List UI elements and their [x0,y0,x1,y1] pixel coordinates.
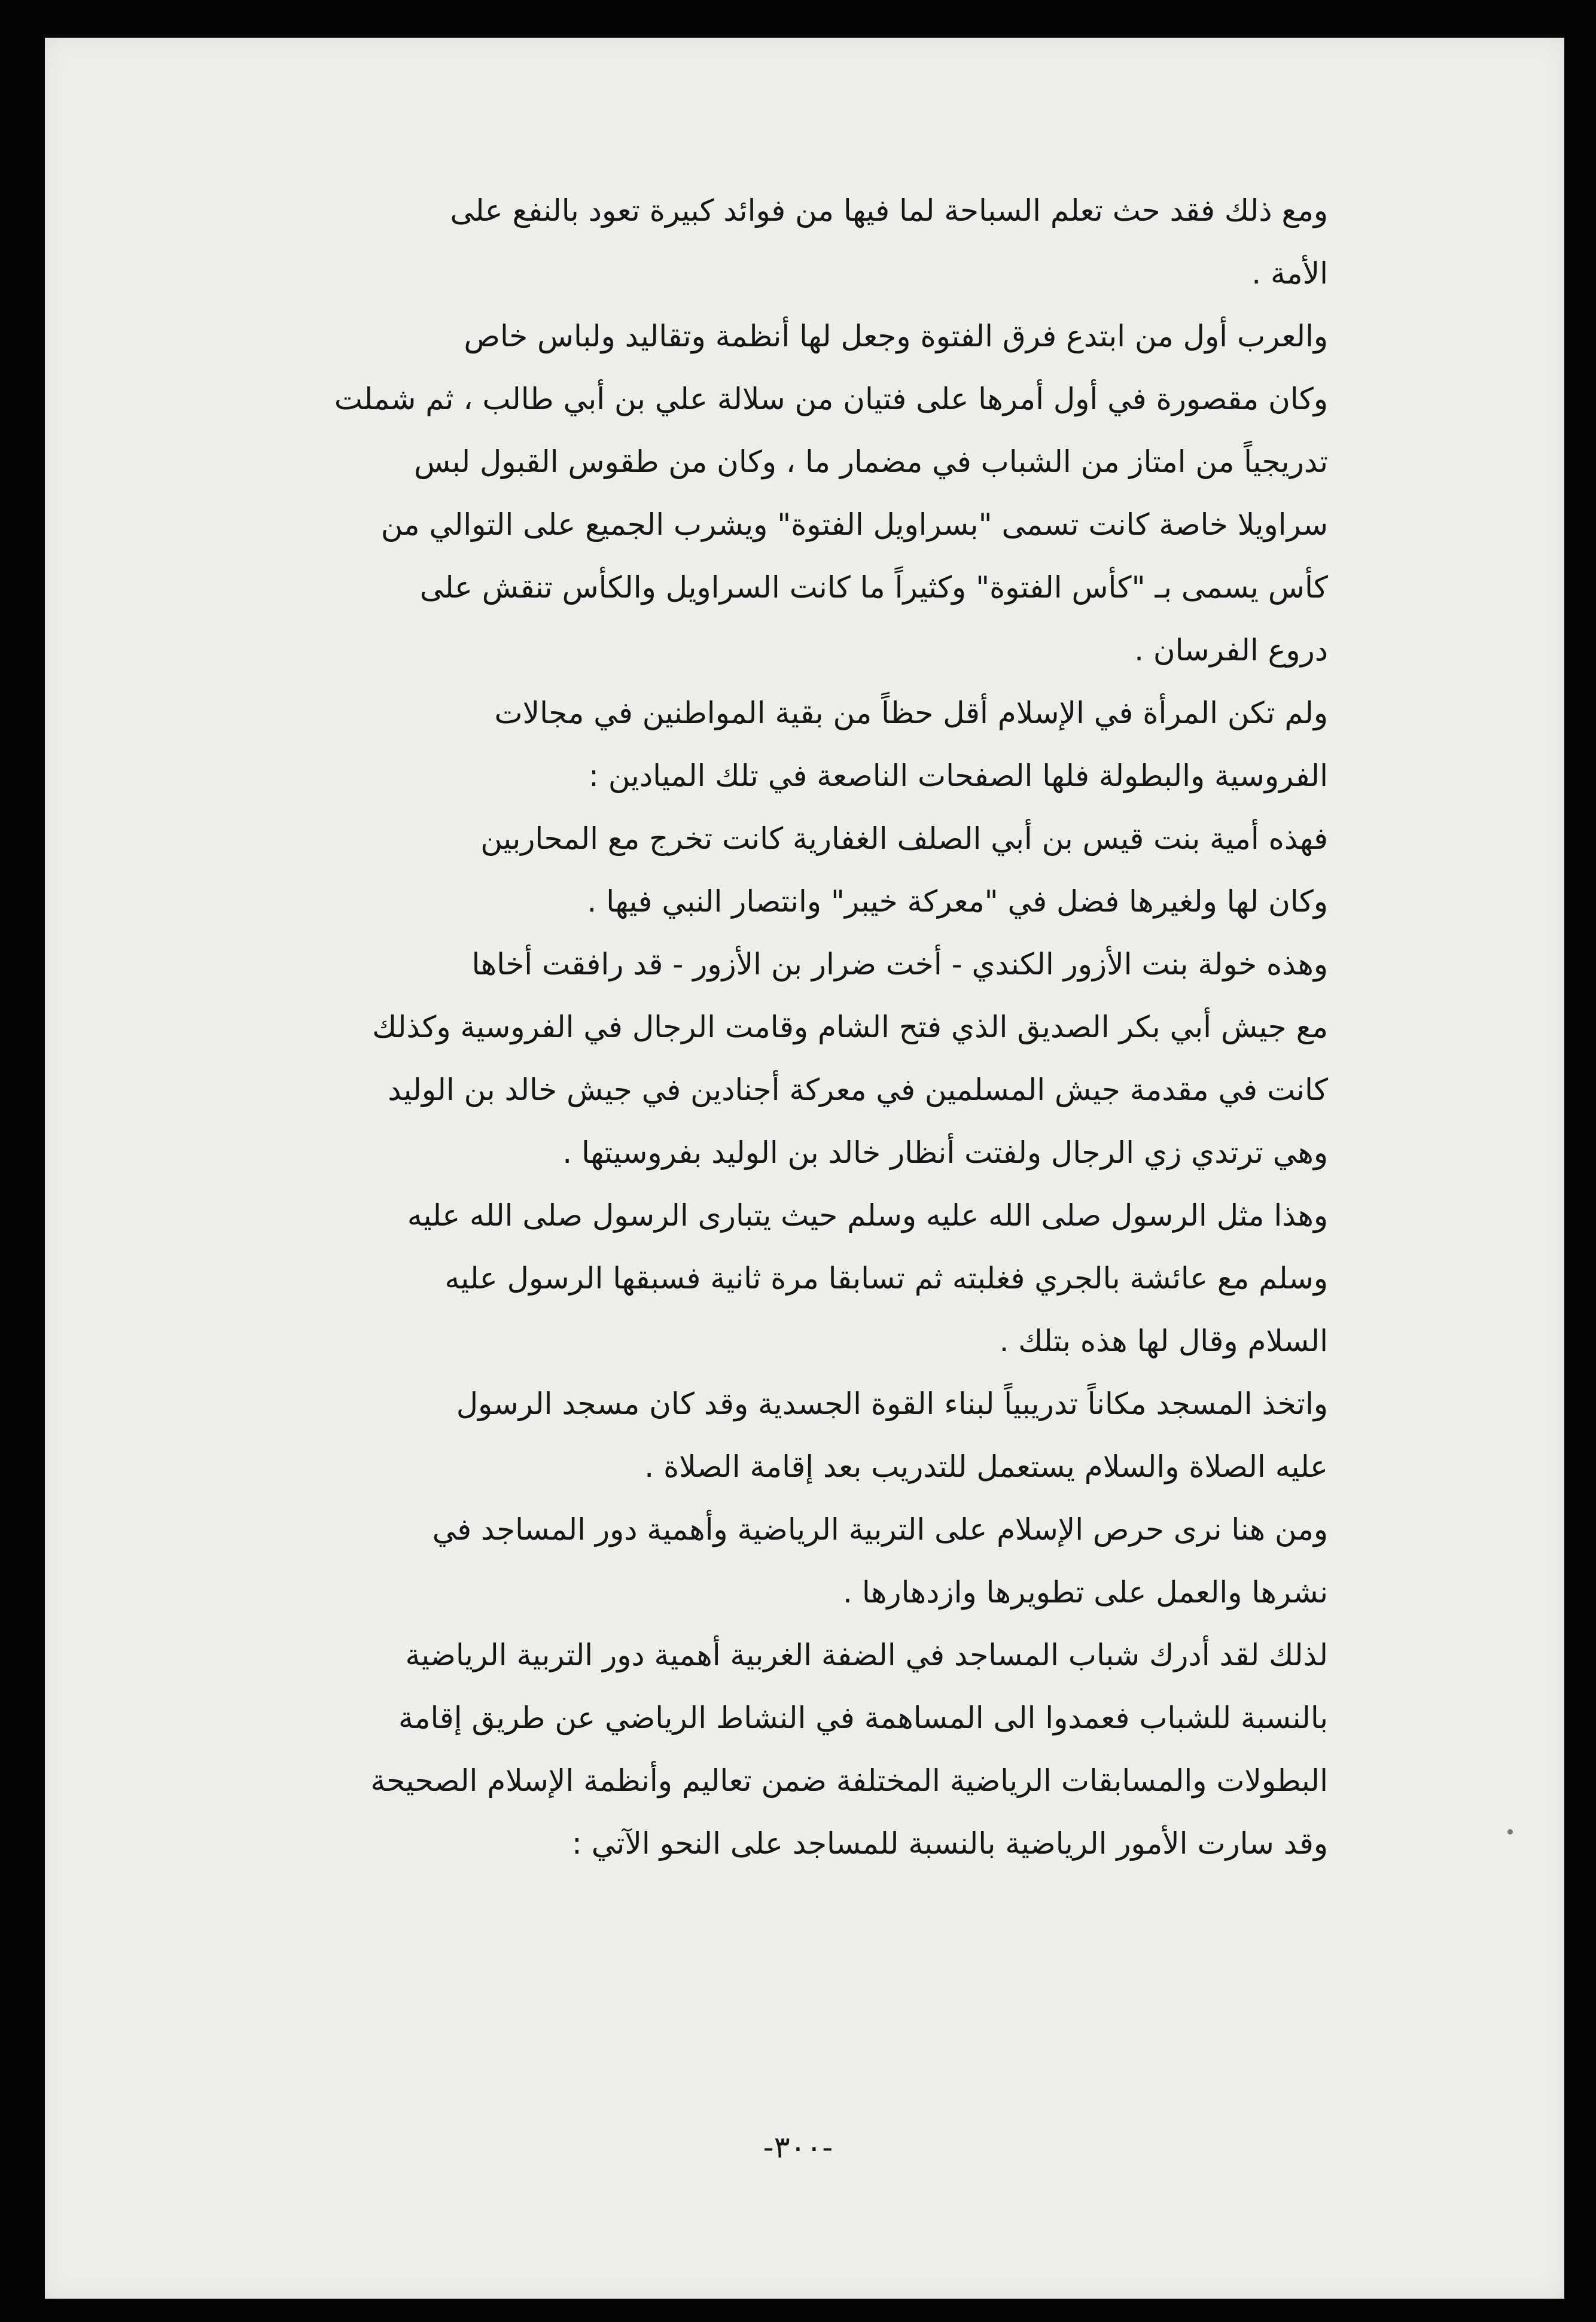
text-line: البطولات والمسابقات الرياضية المختلفة ضمن تعاليم وأنظمة الإسلام الصحيحة [370,1763,1328,1798]
text-line: وقد سارت الأمور الرياضية بالنسبة للمساجد على النحو الآتي : [572,1826,1328,1861]
page-number: -٣٠٠- [763,2130,833,2165]
text-line: سراويلا خاصة كانت تسمى "بسراويل الفتوة" ويشرب الجميع على التوالي من [380,507,1328,542]
text-line: كانت في مقدمة جيش المسلمين في معركة أجنادين في جيش خالد بن الوليد [388,1072,1328,1107]
text-line: كأس يسمى بـ "كأس الفتوة" وكثيراً ما كانت السراويل والكأس تنقش على [419,570,1328,605]
text-line: واتخذ المسجد مكاناً تدريبياً لبناء القوة الجسدية وقد كان مسجد الرسول [456,1387,1328,1421]
text-line: الأمة . [1251,256,1328,291]
text-line: ومن هنا نرى حرص الإسلام على التربية الرياضية وأهمية دور المساجد في [432,1512,1328,1547]
scan-speck [1507,1829,1513,1835]
text-line: وسلم مع عائشة بالجري فغلبته ثم تسابقا مرة ثانية فسبقها الرسول عليه [444,1261,1328,1296]
paragraph-futuwwa [138,305,1328,682]
text-line: تدريجياً من امتاز من الشباب في مضمار ما ، وكان من طقوس القبول لبس [414,444,1328,479]
text-line: بالنسبة للشباب فعمدوا الى المساهمة في النشاط الرياضي عن طريق إقامة [398,1701,1328,1735]
text-line: وهذا مثل الرسول صلى الله عليه وسلم حيث يتبارى الرسول صلى الله عليه [407,1198,1328,1233]
text-line: لذلك لقد أدرك شباب المساجد في الضفة الغربية أهمية دور التربية الرياضية [405,1638,1328,1672]
paragraph-west-bank [138,1624,1328,1875]
text-line: وهذه خولة بنت الأزور الكندي - أخت ضرار بن الأزور - قد رافقت أخاها [471,947,1328,982]
text-line: الفروسية والبطولة فلها الصفحات الناصعة في تلك الميادين : [589,758,1328,793]
text-line: عليه الصلاة والسلام يستعمل للتدريب بعد إقامة الصلاة . [644,1449,1328,1484]
paragraph-khawla [138,933,1328,1184]
paragraph-prophet-race [138,1184,1328,1373]
text-line: نشرها والعمل على تطويرها وازدهارها . [843,1575,1328,1610]
text-line: السلام وقال لها هذه بتلك . [999,1324,1328,1358]
text-line: ومع ذلك فقد حث تعلم السباحة لما فيها من فوائد كبيرة تعود بالنفع على [450,193,1328,228]
text-line: وكان مقصورة في أول أمرها على فتيان من سلالة علي بن أبي طالب ، ثم شملت [334,382,1328,416]
paragraph-islam-sports [138,1498,1328,1624]
body-text [138,179,1328,1875]
text-line: والعرب أول من ابتدع فرق الفتوة وجعل لها أنظمة وتقاليد ولباس خاص [464,319,1328,354]
text-line: فهذه أمية بنت قيس بن أبي الصلف الغفارية كانت تخرج مع المحاربين [480,821,1328,856]
text-line: وكان لها ولغيرها فضل في "معركة خيبر" وانتصار النبي فيها . [587,884,1328,919]
text-line: وهي ترتدي زي الرجال ولفتت أنظار خالد بن الوليد بفروسيتها . [562,1135,1328,1170]
paragraph-mosque-training [138,1373,1328,1498]
paragraph-swimming [138,179,1328,305]
text-line: مع جيش أبي بكر الصديق الذي فتح الشام وقامت الرجال في الفروسية وكذلك [372,1010,1328,1044]
paragraph-women [138,682,1328,807]
paragraph-umayya [138,807,1328,933]
text-line: ولم تكن المرأة في الإسلام أقل حظاً من بقية المواطنين في مجالات [494,696,1328,730]
text-line: دروع الفرسان . [1134,633,1328,668]
